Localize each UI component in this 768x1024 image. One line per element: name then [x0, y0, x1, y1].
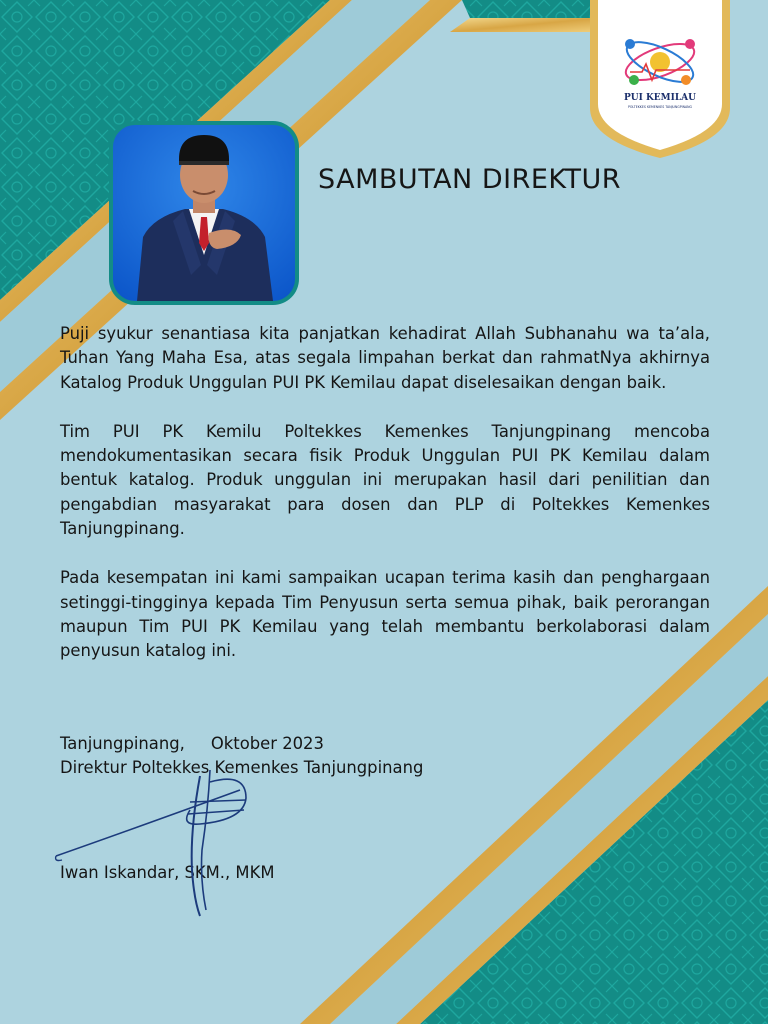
logo-name: PUI KEMILAU [624, 93, 696, 103]
signature [50, 770, 280, 920]
place-date: Tanjungpinang, Oktober 2023 [60, 734, 324, 753]
paragraph: Pada kesempatan ini kami sampaikan ucapan terima kasih dan penghargaan setinggi-tingginya kepada Tim Penyusun serta semua pihak, baik perorangan maupun Tim PUI PK Kemilau yang telah membantu berkolaborasi dalam penyusun katalog ini. [60, 568, 710, 661]
signer-position: Direktur Poltekkes Kemenkes Tanjungpinang [60, 758, 424, 778]
signer-name: Iwan Iskandar, SKM., MKM [60, 863, 275, 882]
pui-kemilau-logo [586, 0, 734, 160]
paragraph: Puji syukur senantiasa kita panjatkan kehadirat Allah Subhanahu wa ta’ala, Tuhan Yang Maha Esa, atas segala limpahan berkat dan rahmatNya akhirnya Katalog Produk Unggulan PUI PK Kemilau dapat diselesaikan dengan baik. [60, 324, 710, 392]
logo-subtitle: POLTEKKES KEMENKES TANJUNGPINANG [627, 105, 693, 109]
director-photo [109, 121, 299, 305]
paragraph: Tim PUI PK Kemilu Poltekkes Kemenkes Tanjungpinang mencoba mendokumentasikan secara fisik Produk Unggulan PUI PK Kemilau dalam bentuk katalog. Produk unggulan ini merupakan hasil dari penilitian dan pengabdian masyarakat para dosen dan PLP di Poltekkes Kemenkes Tanjungpinang. [60, 421, 710, 539]
page-title: SAMBUTAN DIREKTUR [318, 164, 622, 195]
body-text [60, 322, 710, 689]
